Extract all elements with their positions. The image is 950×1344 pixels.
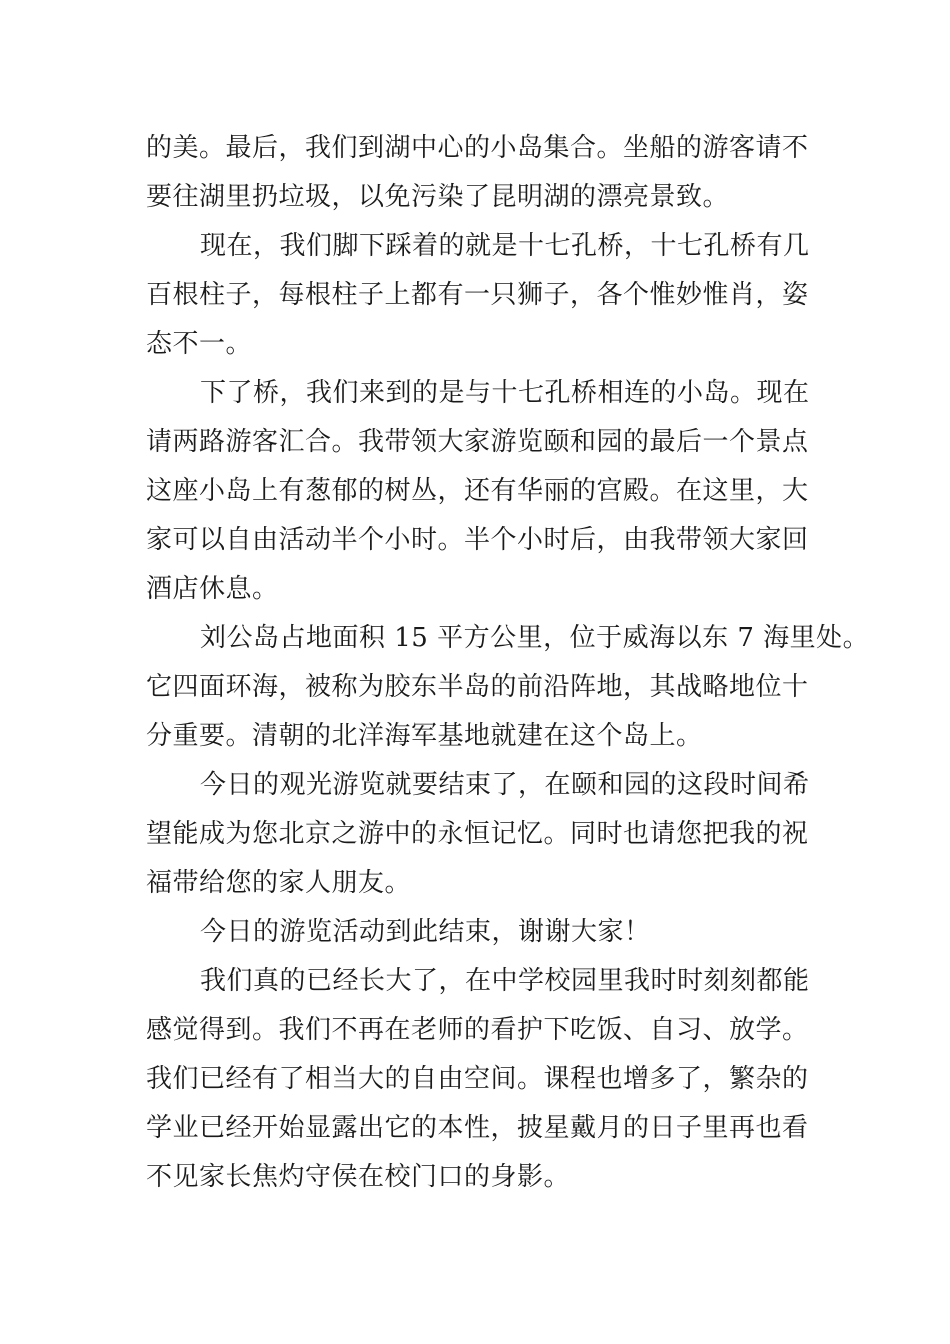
- text-line: 我们已经有了相当大的自由空间。课程也增多了，繁杂的: [146, 1064, 809, 1094]
- text-line: 百根柱子，每根柱子上都有一只狮子，各个惟妙惟肖，姿: [146, 280, 809, 310]
- text-line: 态不一。: [146, 329, 253, 359]
- text-line: 它四面环海，被称为胶东半岛的前沿阵地，其战略地位十: [146, 672, 809, 702]
- text-line: 现在，我们脚下踩着的就是十七孔桥，十七孔桥有几: [200, 231, 810, 261]
- text-line: 今日的游览活动到此结束，谢谢大家！: [200, 917, 651, 947]
- text-line: 望能成为您北京之游中的永恒记忆。同时也请您把我的祝: [146, 819, 809, 849]
- text-line: 要往湖里扔垃圾，以免污染了昆明湖的漂亮景致。: [146, 182, 730, 212]
- text-line: 下了桥，我们来到的是与十七孔桥相连的小岛。现在: [200, 378, 810, 408]
- text-line: 分重要。清朝的北洋海军基地就建在这个岛上。: [146, 721, 703, 751]
- text-line: 今日的观光游览就要结束了，在颐和园的这段时间希: [200, 770, 810, 800]
- text-line: 学业已经开始显露出它的本性，披星戴月的日子里再也看: [146, 1113, 809, 1143]
- text-line: 请两路游客汇合。我带领大家游览颐和园的最后一个景点: [146, 427, 809, 457]
- text-line: 不见家长焦灼守侯在校门口的身影。: [146, 1162, 571, 1192]
- text-line: 福带给您的家人朋友。: [146, 868, 412, 898]
- text-line: 家可以自由活动半个小时。半个小时后，由我带领大家回: [146, 525, 809, 555]
- text-line: 这座小岛上有葱郁的树丛，还有华丽的宫殿。在这里，大: [146, 476, 809, 506]
- text-line: 感觉得到。我们不再在老师的看护下吃饭、自习、放学。: [146, 1015, 809, 1045]
- text-line: 我们真的已经长大了，在中学校园里我时时刻刻都能: [200, 966, 810, 996]
- text-line: 的美。最后，我们到湖中心的小岛集合。坐船的游客请不: [146, 133, 809, 163]
- text-line: 刘公岛占地面积 15 平方公里，位于威海以东 7 海里处。: [200, 623, 870, 653]
- text-line: 酒店休息。: [146, 574, 279, 604]
- body-text: [146, 124, 870, 1202]
